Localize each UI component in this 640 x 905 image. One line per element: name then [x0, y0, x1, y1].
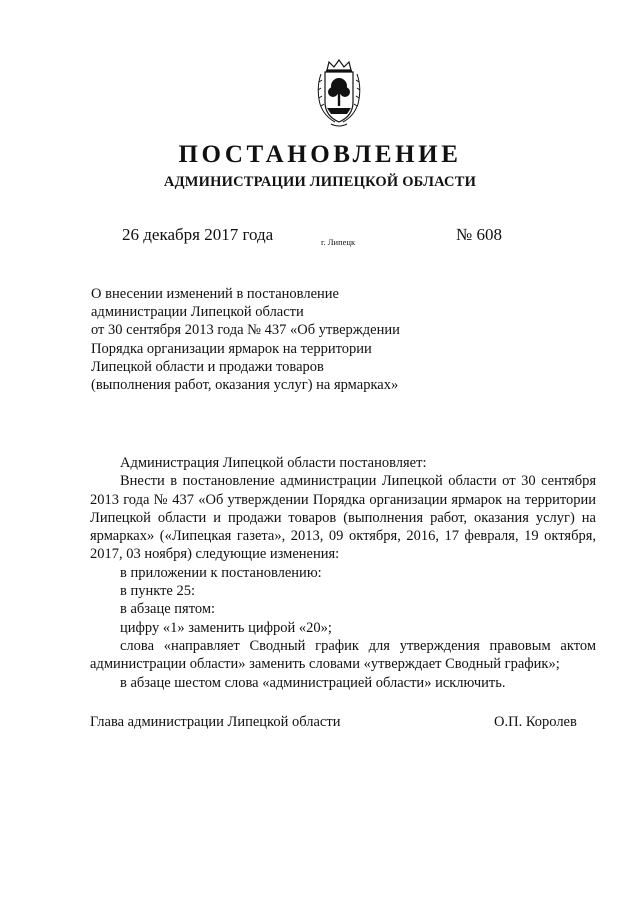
body-paragraph: в абзаце шестом слова «администрацией области» исключить. — [120, 674, 506, 691]
body-paragraph: Внести в постановление администрации Липецкой области от 30 сентября 2013 года № 437 «Об утверждении Порядка организации ярмарок на территории Липецкой области и продажи товаров (выполнения работ, оказания услуг) на ярмарках» («Липецкая газета», 2013, 09 октября, 2016, 17 февраля, 19 октября, 2017, 03 ноября) следующие изменения: — [90, 473, 596, 563]
body-paragraph: в приложении к постановлению: — [120, 564, 322, 581]
document-number: № 608 — [456, 225, 502, 244]
document-title: ПОСТАНОВЛЕНИЕ — [178, 141, 462, 168]
subject-line: (выполнения работ, оказания услуг) на ярмарках» — [91, 377, 399, 394]
body-paragraph: в абзаце пятом: — [120, 601, 216, 618]
document-city: г. Липецк — [321, 237, 356, 247]
subject-line: от 30 сентября 2013 года № 437 «Об утверждении — [91, 322, 400, 339]
signature-name: О.П. Королев — [494, 714, 577, 730]
subject-line: Липецкой области и продажи товаров — [91, 358, 324, 375]
document-subtitle: АДМИНИСТРАЦИИ ЛИПЕЦКОЙ ОБЛАСТИ — [163, 174, 477, 190]
body-intro: Администрация Липецкой области постановляет: — [120, 455, 427, 471]
subject-line: администрации Липецкой области — [91, 304, 304, 321]
body-paragraph: слова «направляет Сводный график для утверждения правовым актом администрации области» заменить словами «утверждает Сводный график»; — [90, 637, 596, 673]
body-paragraph: в пункте 25: — [120, 583, 196, 600]
body-paragraph: цифру «1» заменить цифрой «20»; — [120, 619, 332, 636]
document-body — [90, 454, 596, 692]
signature-position: Глава администрации Липецкой области — [90, 714, 341, 730]
document-date: 26 декабря 2017 года — [122, 225, 274, 244]
subject-line: Порядка организации ярмарок на территории — [91, 340, 372, 357]
subject-line: О внесении изменений в постановление — [91, 286, 339, 302]
lipetsk-region-coat-of-arms-icon — [315, 58, 363, 130]
document-subject — [91, 285, 451, 394]
